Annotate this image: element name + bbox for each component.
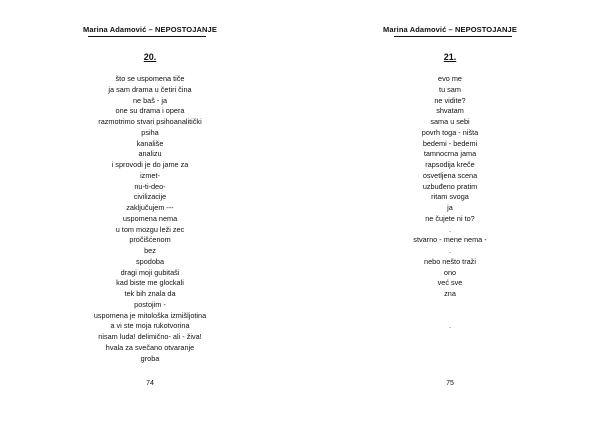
poem-line: . [448, 321, 452, 331]
poem-line: ne baš - ja [132, 95, 168, 105]
right-page [300, 0, 600, 425]
header-text: Marina Adamović – NEPOSTOJANJE [383, 25, 517, 34]
poem-line: osvetljena scena [422, 170, 478, 180]
header-text: Marina Adamović – NEPOSTOJANJE [83, 25, 217, 34]
poem-line: analizu [138, 149, 162, 159]
poem-line: groba [140, 353, 160, 363]
poem-line: hvala za svečano otvaranje [105, 342, 195, 352]
poem-line: sama u sebi [430, 117, 470, 126]
poem-line: povrh toga - ništa [421, 127, 479, 137]
poem-line: tek bih znala da [124, 289, 176, 298]
poem-line: bedemi - bedemi [422, 138, 478, 148]
poem-line: zna [444, 289, 456, 298]
poem-line [300, 311, 600, 322]
poem-line: već sve [437, 278, 463, 288]
header-underline [88, 36, 206, 37]
poem-line: razmotrimo stvari psihoanalitički [98, 117, 202, 126]
poem-line: ne čujete ni to? [425, 213, 475, 223]
poem-line: ja [447, 203, 453, 212]
poem-line: nu-ti-deo- [134, 181, 166, 191]
poem-number-text: 21. [443, 52, 457, 62]
page-header [0, 25, 300, 34]
poem-line: što se uspomena tiče [115, 74, 185, 83]
poem-line: one su drama i opera [115, 106, 185, 116]
poem-line: evo me [438, 74, 462, 83]
poem-line: uzbuđeno pratim [422, 181, 478, 191]
poem-line: tu sam [439, 84, 461, 94]
poem-number [0, 52, 300, 62]
page-header [300, 25, 600, 34]
poem-line: uspomena nema [122, 213, 178, 223]
header-underline [394, 36, 512, 37]
poem-line: kanališe [136, 138, 164, 148]
poem-line: bez [144, 246, 156, 255]
poem-line: civilizacije [133, 192, 167, 202]
poem-line: nisam luda! delimično- ali - živa! [98, 332, 202, 341]
poem-line: . [448, 224, 452, 234]
poem-line: pročišćenom [129, 235, 171, 245]
poem-line: postojim - [134, 299, 166, 309]
poem-line: izmet- [140, 170, 160, 180]
page-number: 74 [146, 380, 154, 387]
poem-text [300, 74, 600, 332]
poem-line: dragi moji gubitaši [120, 267, 180, 277]
poem-line: shvatam [436, 106, 464, 116]
poem-line: i sprovodi je do jame za [111, 160, 189, 169]
poem-line: tamnocrna jama [423, 149, 477, 159]
poem-line: zaključujem --- [126, 203, 174, 212]
poem-line: psiha [141, 127, 159, 137]
poem-line [300, 300, 600, 311]
poem-line: spodoba [136, 256, 164, 266]
poem-line: ritam svoga [431, 192, 469, 202]
poem-line: ja sam drama u četiri čina [108, 84, 192, 94]
poem-line: rapsodija kreče [425, 160, 475, 169]
poem-line: . [448, 246, 452, 255]
poem-text [0, 74, 300, 364]
poem-line: kad biste me glockali [116, 278, 184, 288]
poem-line: uspomena je mitološka izmišljotina [93, 310, 207, 320]
poem-line: ono [443, 267, 457, 277]
poem-line: a vi ste moja rukotvorina [110, 321, 190, 331]
poem-line: stvarno - mene nema - [413, 235, 487, 245]
poem-number [300, 52, 600, 62]
poem-number-text: 20. [143, 52, 157, 62]
poem-line: u tom mozgu leži zec [115, 224, 185, 234]
poem-line: ne vidite? [434, 95, 466, 105]
page-number: 75 [446, 380, 454, 387]
poem-line: nebo nešto traži [424, 256, 476, 266]
